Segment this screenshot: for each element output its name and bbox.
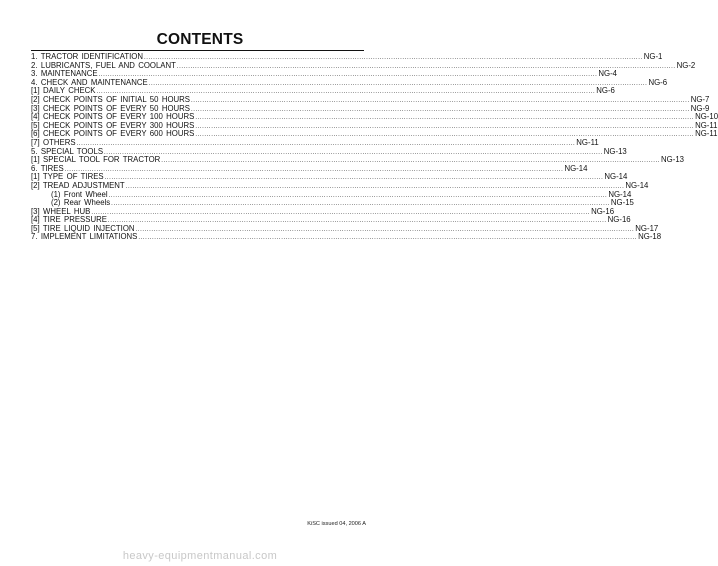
page-title: CONTENTS xyxy=(156,31,244,48)
toc-entry-title: [7] OTHERS xyxy=(31,137,76,147)
toc-entry-title: 5. SPECIAL TOOLS xyxy=(31,146,104,156)
toc-entry-page: NG-10 xyxy=(695,112,718,122)
toc-entry-page: NG-7 xyxy=(690,94,710,104)
toc-entry-page: NG-9 xyxy=(690,103,710,113)
toc-entry-title: 3. MAINTENANCE xyxy=(31,69,98,79)
dot-leader: ............................................................................................................................................................................................................................ xyxy=(195,115,695,122)
toc-entry-title: [2] TREAD ADJUSTMENT xyxy=(31,180,125,190)
toc-entry-page: NG-14 xyxy=(604,172,628,182)
toc-entry-title: (2) Rear Wheels xyxy=(51,198,111,208)
toc-entry-page: NG-16 xyxy=(591,206,615,216)
toc-entry-title: [1] TYPE OF TIRES xyxy=(31,172,104,182)
toc-entry-page: NG-11 xyxy=(695,129,718,139)
dot-leader: ............................................................................................................................................................................................................................ xyxy=(91,209,591,216)
toc-entry-page: NG-4 xyxy=(598,69,618,79)
toc-entry-page: NG-14 xyxy=(564,163,588,173)
toc-entry[interactable] xyxy=(31,232,662,242)
dot-leader: ............................................................................................................................................................................................................................ xyxy=(148,80,648,87)
dot-leader: ............................................................................................................................................................................................................................ xyxy=(144,55,643,61)
watermark-text: heavy-equipmentmanual.com xyxy=(122,550,278,562)
dot-leader: ............................................................................................................................................................................................................................ xyxy=(125,183,625,190)
issue-note: KiSC issued 04, 2006 A xyxy=(307,521,366,527)
toc-entry-title: 7. IMPLEMENT LIMITATIONS xyxy=(31,232,138,242)
dot-leader: ............................................................................................................................................................................................................................ xyxy=(111,201,610,208)
dot-leader: ............................................................................................................................................................................................................................ xyxy=(195,123,695,130)
dot-leader: ............................................................................................................................................................................................................................ xyxy=(104,175,604,182)
toc-entry-title: [4] CHECK POINTS OF EVERY 100 HOURS xyxy=(31,112,195,122)
dot-leader: ............................................................................................................................................................................................................................ xyxy=(191,106,690,113)
toc-entry[interactable] xyxy=(31,129,718,139)
toc-entry-page: NG-6 xyxy=(648,77,668,87)
dot-leader: ............................................................................................................................................................................................................................ xyxy=(195,132,695,139)
dot-leader: ............................................................................................................................................................................................................................ xyxy=(107,218,607,225)
table-of-contents xyxy=(31,52,718,242)
dot-leader: ............................................................................................................................................................................................................................ xyxy=(108,192,608,199)
dot-leader: ............................................................................................................................................................................................................................ xyxy=(104,149,603,156)
dot-leader: ............................................................................................................................................................................................................................ xyxy=(135,226,635,233)
toc-entry-title: [6] CHECK POINTS OF EVERY 600 HOURS xyxy=(31,129,195,139)
dot-leader: ............................................................................................................................................................................................................................ xyxy=(176,63,676,70)
toc-entry-title: [3] CHECK POINTS OF EVERY 50 HOURS xyxy=(31,103,190,113)
toc-entry-title: [4] TIRE PRESSURE xyxy=(31,215,107,225)
toc-entry-page: NG-13 xyxy=(661,155,685,165)
toc-entry-title: [1] DAILY CHECK xyxy=(31,86,96,96)
dot-leader: ............................................................................................................................................................................................................................ xyxy=(96,89,596,96)
toc-entry-title: 4. CHECK AND MAINTENANCE xyxy=(31,77,148,87)
dot-leader: ............................................................................................................................................................................................................................ xyxy=(190,97,690,104)
toc-entry-page: NG-17 xyxy=(635,223,659,233)
toc-entry-title: [5] TIRE LIQUID INJECTION xyxy=(31,223,135,233)
toc-entry-page: NG-11 xyxy=(695,120,718,130)
toc-entry-page: NG-13 xyxy=(603,146,627,156)
toc-entry-title: [1] SPECIAL TOOL FOR TRACTOR xyxy=(31,155,161,165)
dot-leader: ............................................................................................................................................................................................................................ xyxy=(161,158,661,165)
toc-entry-title: [5] CHECK POINTS OF EVERY 300 HOURS xyxy=(31,120,195,130)
toc-entry-title: [3] WHEEL HUB xyxy=(31,206,91,216)
toc-entry-title: (1) Front Wheel xyxy=(51,189,108,199)
toc-entry-title: 1. TRACTOR IDENTIFICATION xyxy=(31,52,143,61)
toc-entry-page: NG-14 xyxy=(608,189,632,199)
dot-leader: ............................................................................................................................................................................................................................ xyxy=(98,72,598,79)
toc-entry-page: NG-18 xyxy=(638,232,662,242)
toc-entry-page: NG-6 xyxy=(596,86,615,96)
toc-entry-page: NG-2 xyxy=(676,60,696,70)
toc-entry-title: [2] CHECK POINTS OF INITIAL 50 HOURS xyxy=(31,94,190,104)
dot-leader: ............................................................................................................................................................................................................................ xyxy=(76,140,576,147)
toc-entry-title: 6. TIRES xyxy=(31,163,64,173)
toc-entry-title: 2. LUBRICANTS, FUEL AND COOLANT xyxy=(31,60,176,70)
toc-entry-page: NG-1 xyxy=(643,52,663,61)
toc-entry-page: NG-14 xyxy=(625,180,649,190)
toc-entry[interactable] xyxy=(31,155,685,165)
dot-leader: ............................................................................................................................................................................................................................ xyxy=(64,166,564,173)
dot-leader: ............................................................................................................................................................................................................................ xyxy=(138,235,638,242)
toc-entry-page: NG-11 xyxy=(576,137,599,147)
toc-entry-page: NG-15 xyxy=(610,198,634,208)
toc-entry-page: NG-16 xyxy=(607,215,631,225)
